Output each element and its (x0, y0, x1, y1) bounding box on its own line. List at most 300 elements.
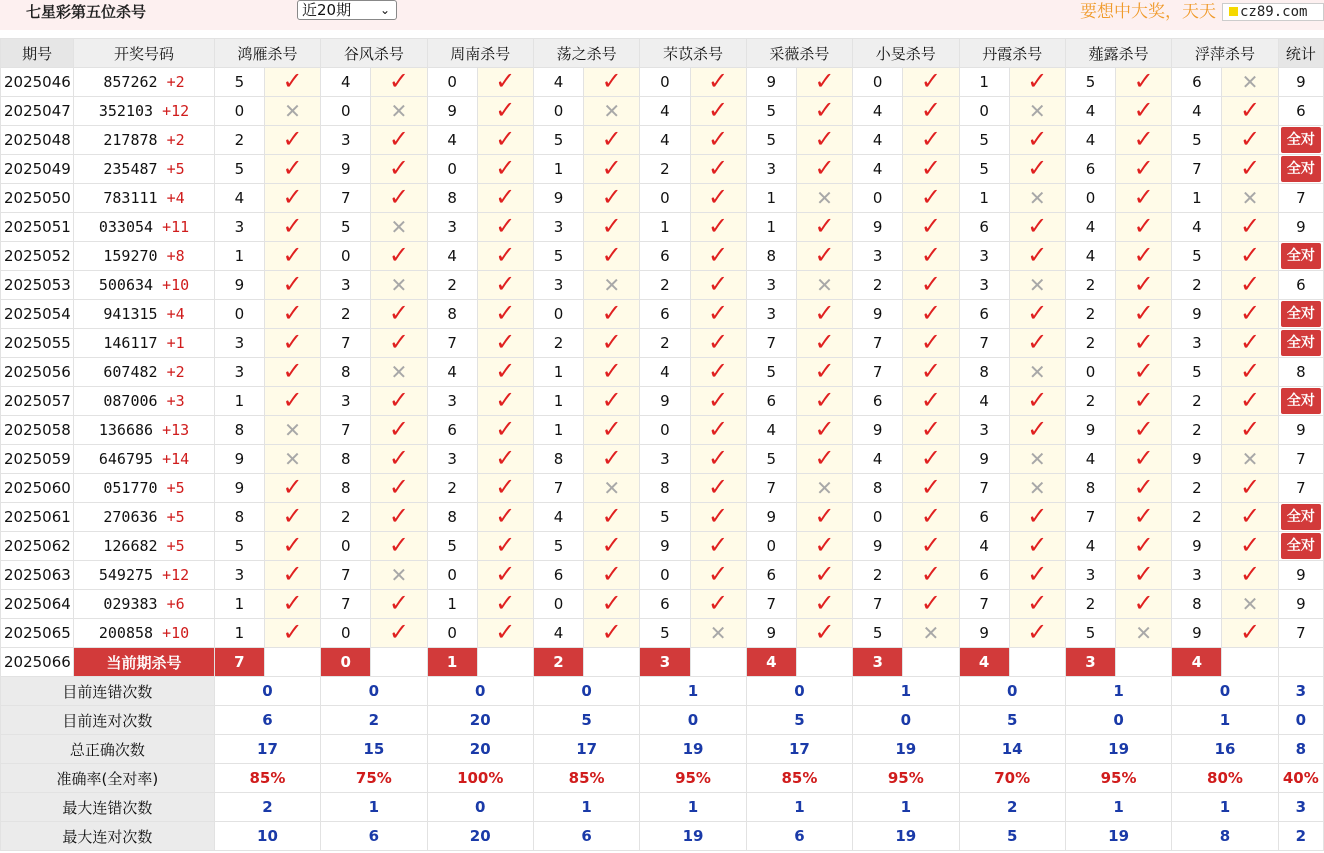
pick-number-cell: 9 (214, 474, 264, 503)
check-icon: ✓ (708, 154, 729, 182)
result-cell (1222, 213, 1278, 242)
check-icon: ✓ (601, 531, 622, 559)
result-cell (796, 474, 852, 503)
column-header-period: 期号 (1, 39, 74, 68)
result-cell (796, 619, 852, 648)
result-cell (584, 126, 640, 155)
result-cell (477, 213, 533, 242)
column-header-expert[interactable]: 采薇杀号 (746, 39, 852, 68)
pick-number-cell: 4 (321, 68, 371, 97)
check-icon: ✓ (1133, 531, 1154, 559)
summary-label: 最大连错次数 (1, 793, 215, 822)
summary-value: 1 (533, 793, 639, 822)
check-icon: ✓ (1027, 241, 1048, 269)
check-icon: ✓ (1133, 299, 1154, 327)
summary-row (1, 706, 1324, 735)
result-cell (371, 68, 427, 97)
pick-number-cell: 7 (959, 474, 1009, 503)
pick-number-cell: 4 (427, 358, 477, 387)
result-cell (264, 97, 320, 126)
summary-value: 19 (853, 822, 959, 851)
pick-number-cell: 0 (640, 68, 690, 97)
period-cell: 2025053 (1, 271, 74, 300)
pick-number-cell: 6 (959, 300, 1009, 329)
result-cell (1222, 184, 1278, 213)
pick-number-cell: 9 (321, 155, 371, 184)
pick-number-cell: 5 (746, 97, 796, 126)
result-cell (796, 416, 852, 445)
pick-number-cell: 7 (1172, 155, 1222, 184)
check-icon: ✓ (708, 241, 729, 269)
pick-number-cell: 9 (640, 387, 690, 416)
check-icon: ✓ (1133, 125, 1154, 153)
pick-number-cell: 3 (533, 213, 583, 242)
check-icon: ✓ (282, 618, 303, 646)
check-icon: ✓ (1240, 357, 1261, 385)
pick-number-cell: 1 (746, 213, 796, 242)
cross-icon: ✕ (603, 98, 621, 123)
column-header-expert[interactable]: 浮萍杀号 (1172, 39, 1278, 68)
result-cell (903, 503, 959, 532)
pick-number-cell: 8 (533, 445, 583, 474)
result-cell (1009, 532, 1065, 561)
cross-icon: ✕ (1241, 185, 1259, 210)
pick-number-cell: 9 (533, 184, 583, 213)
summary-value: 1 (853, 677, 959, 706)
summary-value: 6 (533, 822, 639, 851)
check-icon: ✓ (920, 357, 941, 385)
draw-cell (74, 184, 215, 213)
period-cell: 2025050 (1, 184, 74, 213)
check-icon: ✓ (708, 212, 729, 240)
period-cell: 2025062 (1, 532, 74, 561)
current-pick-cell: 4 (746, 648, 796, 677)
draw-cell (74, 445, 215, 474)
summary-value: 1 (640, 793, 746, 822)
summary-row (1, 735, 1324, 764)
column-header-expert[interactable]: 鸿雁杀号 (214, 39, 320, 68)
check-icon: ✓ (601, 415, 622, 443)
table-row (1, 68, 1324, 97)
check-icon: ✓ (495, 560, 516, 588)
check-icon: ✓ (1240, 125, 1261, 153)
check-icon: ✓ (282, 241, 303, 269)
kill-number-table (0, 38, 1324, 851)
summary-value: 17 (533, 735, 639, 764)
pick-number-cell: 9 (746, 619, 796, 648)
summary-stat: 2 (1278, 822, 1323, 851)
result-cell (1009, 271, 1065, 300)
table-row (1, 387, 1324, 416)
pick-number-cell: 3 (214, 329, 264, 358)
result-cell (477, 68, 533, 97)
check-icon: ✓ (920, 241, 941, 269)
pick-number-cell: 7 (746, 329, 796, 358)
brand-logo[interactable] (1222, 3, 1324, 21)
result-cell (796, 590, 852, 619)
pick-number-cell: 2 (1172, 271, 1222, 300)
pick-number-cell: 5 (427, 532, 477, 561)
check-icon: ✓ (708, 270, 729, 298)
pick-number-cell: 3 (321, 126, 371, 155)
result-cell (1222, 242, 1278, 271)
pick-number-cell: 0 (427, 619, 477, 648)
result-cell (690, 329, 746, 358)
check-icon: ✓ (814, 444, 835, 472)
pick-number-cell: 0 (214, 97, 264, 126)
column-header-expert[interactable]: 薤露杀号 (1065, 39, 1171, 68)
pick-number-cell: 2 (1172, 474, 1222, 503)
result-cell (1009, 387, 1065, 416)
check-icon: ✓ (1240, 270, 1261, 298)
draw-cell (74, 271, 215, 300)
summary-value: 1 (746, 793, 852, 822)
check-icon: ✓ (601, 241, 622, 269)
pick-number-cell: 8 (1065, 474, 1115, 503)
summary-value: 20 (427, 735, 533, 764)
pick-number-cell: 5 (1172, 242, 1222, 271)
pick-number-cell: 1 (746, 184, 796, 213)
period-range-select[interactable] (297, 0, 397, 20)
check-icon: ✓ (920, 125, 941, 153)
check-icon: ✓ (1133, 502, 1154, 530)
pick-number-cell: 7 (959, 329, 1009, 358)
check-icon: ✓ (388, 125, 409, 153)
table-row (1, 358, 1324, 387)
table-header-row (1, 39, 1324, 68)
draw-cell (74, 416, 215, 445)
result-cell (903, 300, 959, 329)
summary-label: 最大连对次数 (1, 822, 215, 851)
check-icon: ✓ (601, 357, 622, 385)
cross-icon: ✕ (390, 272, 408, 297)
draw-bonus: +5 (166, 160, 185, 178)
summary-value: 0 (214, 677, 320, 706)
summary-value: 0 (746, 677, 852, 706)
check-icon: ✓ (495, 299, 516, 327)
column-header-expert[interactable]: 丹霞杀号 (959, 39, 1065, 68)
result-cell (477, 619, 533, 648)
pick-number-cell: 7 (321, 329, 371, 358)
result-cell (1009, 155, 1065, 184)
result-cell (690, 590, 746, 619)
current-pick-cell: 2 (533, 648, 583, 677)
result-cell (477, 358, 533, 387)
result-cell (903, 532, 959, 561)
check-icon: ✓ (920, 270, 941, 298)
pick-number-cell: 8 (746, 242, 796, 271)
check-icon: ✓ (282, 473, 303, 501)
draw-bonus: +12 (162, 566, 190, 584)
check-icon: ✓ (495, 444, 516, 472)
result-cell (690, 213, 746, 242)
all-correct-badge: 全对 (1281, 243, 1321, 269)
pick-number-cell: 5 (533, 126, 583, 155)
result-cell (584, 155, 640, 184)
summary-value: 0 (959, 677, 1065, 706)
check-icon: ✓ (601, 212, 622, 240)
column-header-expert[interactable]: 芣苡杀号 (640, 39, 746, 68)
result-cell (477, 329, 533, 358)
pick-number-cell: 2 (427, 271, 477, 300)
table-row (1, 242, 1324, 271)
result-cell (796, 503, 852, 532)
result-cell (264, 155, 320, 184)
all-correct-badge: 全对 (1281, 156, 1321, 182)
draw-digits: 783111 (103, 189, 158, 207)
check-icon: ✓ (1027, 415, 1048, 443)
current-pick-blank (1222, 648, 1278, 677)
result-cell (690, 184, 746, 213)
pick-number-cell: 0 (640, 184, 690, 213)
column-header-draw: 开奖号码 (74, 39, 215, 68)
pick-number-cell: 8 (427, 503, 477, 532)
check-icon: ✓ (708, 67, 729, 95)
result-cell (1009, 445, 1065, 474)
pick-number-cell: 3 (746, 271, 796, 300)
result-cell (1116, 532, 1172, 561)
check-icon: ✓ (388, 299, 409, 327)
result-cell (903, 416, 959, 445)
pick-number-cell: 4 (427, 242, 477, 271)
check-icon: ✓ (708, 328, 729, 356)
draw-cell (74, 68, 215, 97)
period-range-value: 近20期 (302, 1, 352, 19)
result-cell (1116, 213, 1172, 242)
pick-number-cell: 7 (321, 184, 371, 213)
draw-cell (74, 503, 215, 532)
result-cell (1009, 329, 1065, 358)
check-icon: ✓ (282, 67, 303, 95)
pick-number-cell: 3 (427, 445, 477, 474)
pick-number-cell: 8 (321, 445, 371, 474)
check-icon: ✓ (388, 531, 409, 559)
check-icon: ✓ (920, 589, 941, 617)
cross-icon: ✕ (1028, 446, 1046, 471)
summary-value: 19 (1065, 735, 1171, 764)
check-icon: ✓ (708, 125, 729, 153)
cross-icon: ✕ (1241, 446, 1259, 471)
stat-cell: 9 (1278, 561, 1323, 590)
check-icon: ✓ (282, 183, 303, 211)
draw-digits: 235487 (103, 160, 158, 178)
check-icon: ✓ (814, 241, 835, 269)
check-icon: ✓ (1133, 96, 1154, 124)
pick-number-cell: 2 (1065, 387, 1115, 416)
pick-number-cell: 9 (1172, 445, 1222, 474)
pick-number-cell: 3 (214, 358, 264, 387)
draw-digits: 549275 (98, 566, 154, 584)
check-icon: ✓ (920, 183, 941, 211)
pick-number-cell: 5 (214, 155, 264, 184)
result-cell (903, 387, 959, 416)
summary-value: 15 (321, 735, 427, 764)
period-cell: 2025055 (1, 329, 74, 358)
pick-number-cell: 9 (1172, 532, 1222, 561)
draw-digits: 270636 (103, 508, 158, 526)
column-header-expert[interactable]: 周南杀号 (427, 39, 533, 68)
stat-cell: 7 (1278, 445, 1323, 474)
result-cell (264, 300, 320, 329)
brand-square-icon (1229, 7, 1238, 16)
pick-number-cell: 0 (746, 532, 796, 561)
pick-number-cell: 1 (214, 387, 264, 416)
check-icon: ✓ (920, 328, 941, 356)
result-cell (1009, 300, 1065, 329)
check-icon: ✓ (1027, 125, 1048, 153)
pick-number-cell: 6 (959, 503, 1009, 532)
draw-digits: 500634 (98, 276, 154, 294)
result-cell (477, 97, 533, 126)
summary-value: 16 (1172, 735, 1278, 764)
pick-number-cell: 8 (214, 503, 264, 532)
draw-bonus: +14 (162, 450, 190, 468)
result-cell (264, 271, 320, 300)
pick-number-cell: 5 (853, 619, 903, 648)
pick-number-cell: 4 (1172, 213, 1222, 242)
summary-value: 0 (1065, 706, 1171, 735)
column-header-stat: 统计 (1278, 39, 1323, 68)
check-icon: ✓ (495, 67, 516, 95)
check-icon: ✓ (708, 473, 729, 501)
cross-icon: ✕ (1028, 359, 1046, 384)
check-icon: ✓ (495, 154, 516, 182)
result-cell (1009, 126, 1065, 155)
cross-icon: ✕ (816, 185, 833, 210)
summary-value: 8 (1172, 822, 1278, 851)
check-icon: ✓ (708, 560, 729, 588)
all-correct-badge: 全对 (1281, 504, 1321, 530)
check-icon: ✓ (495, 125, 516, 153)
check-icon: ✓ (1133, 328, 1154, 356)
result-cell (584, 242, 640, 271)
column-header-expert[interactable]: 谷风杀号 (321, 39, 427, 68)
result-cell (371, 300, 427, 329)
pick-number-cell: 6 (746, 387, 796, 416)
check-icon: ✓ (1133, 415, 1154, 443)
pick-number-cell: 2 (640, 155, 690, 184)
check-icon: ✓ (282, 502, 303, 530)
check-icon: ✓ (1133, 183, 1154, 211)
check-icon: ✓ (708, 357, 729, 385)
table-row (1, 155, 1324, 184)
check-icon: ✓ (388, 328, 409, 356)
result-cell (903, 184, 959, 213)
pick-number-cell: 2 (853, 271, 903, 300)
check-icon: ✓ (601, 154, 622, 182)
pick-number-cell: 6 (640, 590, 690, 619)
stat-cell: 7 (1278, 184, 1323, 213)
pick-number-cell: 6 (640, 242, 690, 271)
pick-number-cell: 9 (427, 97, 477, 126)
pick-number-cell: 5 (214, 68, 264, 97)
cross-icon: ✕ (1028, 475, 1046, 500)
cross-icon: ✕ (390, 562, 408, 587)
pick-number-cell: 6 (959, 213, 1009, 242)
check-icon: ✓ (1133, 241, 1154, 269)
pick-number-cell: 4 (1065, 126, 1115, 155)
check-icon: ✓ (708, 183, 729, 211)
all-correct-badge: 全对 (1281, 388, 1321, 414)
draw-digits: 217878 (103, 131, 158, 149)
draw-bonus: +3 (166, 392, 185, 410)
result-cell (371, 619, 427, 648)
summary-row (1, 677, 1324, 706)
check-icon: ✓ (1133, 386, 1154, 414)
check-icon: ✓ (1133, 67, 1154, 95)
pick-number-cell: 0 (321, 97, 371, 126)
check-icon: ✓ (708, 415, 729, 443)
draw-digits: 033054 (98, 218, 154, 236)
result-cell (1116, 300, 1172, 329)
pick-number-cell: 8 (427, 300, 477, 329)
pick-number-cell: 8 (427, 184, 477, 213)
result-cell (477, 474, 533, 503)
pick-number-cell: 5 (533, 242, 583, 271)
pick-number-cell: 0 (214, 300, 264, 329)
stat-cell (1278, 155, 1323, 184)
column-header-expert[interactable]: 小旻杀号 (853, 39, 959, 68)
draw-bonus: +5 (166, 479, 185, 497)
result-cell (371, 416, 427, 445)
result-cell (584, 619, 640, 648)
pick-number-cell: 4 (746, 416, 796, 445)
result-cell (477, 242, 533, 271)
result-cell (584, 387, 640, 416)
check-icon: ✓ (282, 328, 303, 356)
current-pick-blank (264, 648, 320, 677)
pick-number-cell: 3 (321, 271, 371, 300)
period-cell: 2025056 (1, 358, 74, 387)
check-icon: ✓ (388, 386, 409, 414)
pick-number-cell: 1 (959, 184, 1009, 213)
pick-number-cell: 8 (1172, 590, 1222, 619)
stat-cell: 7 (1278, 474, 1323, 503)
current-pick-blank (1116, 648, 1172, 677)
current-stat-blank (1278, 648, 1323, 677)
result-cell (903, 213, 959, 242)
result-cell (796, 68, 852, 97)
result-cell (1116, 184, 1172, 213)
pick-number-cell: 2 (321, 503, 371, 532)
pick-number-cell: 9 (746, 68, 796, 97)
summary-value: 95% (640, 764, 746, 793)
check-icon: ✓ (920, 386, 941, 414)
result-cell (264, 619, 320, 648)
check-icon: ✓ (814, 357, 835, 385)
check-icon: ✓ (282, 589, 303, 617)
result-cell (1116, 271, 1172, 300)
result-cell (584, 590, 640, 619)
column-header-expert[interactable]: 荡之杀号 (533, 39, 639, 68)
check-icon: ✓ (1240, 531, 1261, 559)
check-icon: ✓ (814, 502, 835, 530)
check-icon: ✓ (388, 444, 409, 472)
pick-number-cell: 7 (533, 474, 583, 503)
check-icon: ✓ (601, 444, 622, 472)
period-cell: 2025065 (1, 619, 74, 648)
check-icon: ✓ (708, 386, 729, 414)
pick-number-cell: 0 (427, 155, 477, 184)
pick-number-cell: 3 (746, 300, 796, 329)
check-icon: ✓ (1133, 357, 1154, 385)
draw-bonus: +5 (166, 508, 185, 526)
cross-icon: ✕ (390, 214, 408, 239)
pick-number-cell: 9 (746, 503, 796, 532)
pick-number-cell: 2 (1172, 416, 1222, 445)
summary-value: 80% (1172, 764, 1278, 793)
stat-cell: 6 (1278, 97, 1323, 126)
